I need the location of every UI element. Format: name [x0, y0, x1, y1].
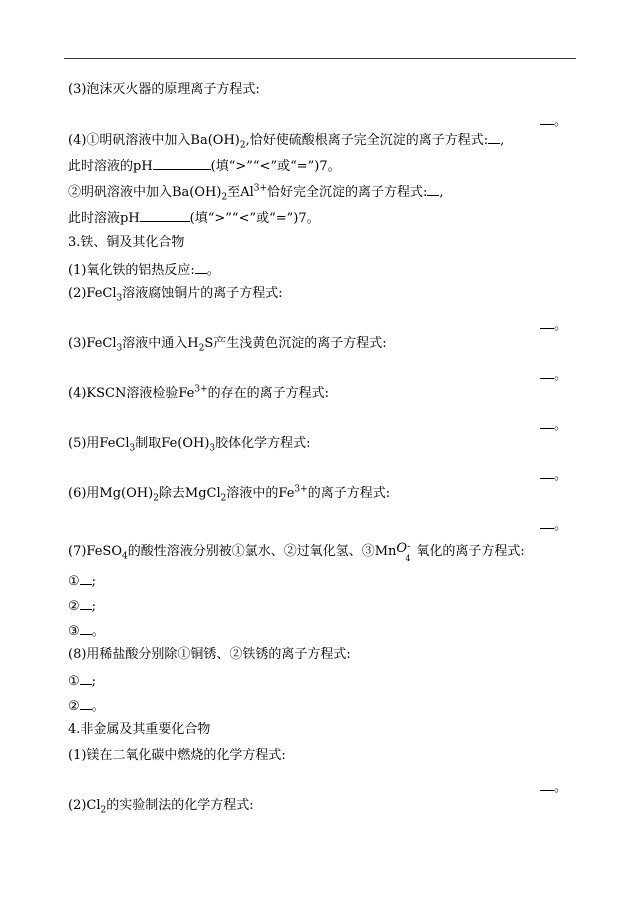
- q3-6-mgoh2: (6)用$Mg(OH)_2$除去MgCl$_2$溶液中的$Fe^{3+}$的离子方程式:: [68, 484, 391, 504]
- q4-2-cl2-prep: $(2)Cl_2$的实验制法的化学方程式:: [68, 798, 254, 816]
- q3-1-thermite: (1)氧化铁的铝热反应: 。: [68, 263, 220, 278]
- answer-end: 。: [540, 466, 567, 484]
- answer-end: 。: [540, 416, 567, 434]
- q3-8-answer-1: ① ;: [68, 674, 97, 689]
- answer-end: 。: [540, 112, 567, 130]
- q3-5-feoh3-colloid: (5)用FeCl$_3$制取$Fe(OH)_3$胶体化学方程式:: [68, 436, 311, 454]
- section-3-heading: 3.铁、铜及其化合物: [68, 235, 185, 250]
- q4-2-ph: 此时溶液pH (填“>”“<”或“=”)7。: [68, 211, 320, 226]
- answer-end: 。: [540, 516, 567, 534]
- q3-8-hcl: (8)用稀盐酸分别除①铜锈、②铁锈的离子方程式:: [68, 647, 351, 662]
- q3-8-answer-2: ② 。: [68, 699, 105, 714]
- answer-end: 。: [540, 366, 567, 384]
- q4-2-alum-baoh2: ②明矾溶液中加入$Ba(OH)_2$至$Al^{3+}$恰好完全沉淀的离子方程式: ,: [68, 183, 444, 203]
- q3-7-answer-3: ③ 。: [68, 624, 105, 639]
- q4-1-mg-co2: (1)镁在二氧化碳中燃烧的化学方程式:: [68, 748, 286, 763]
- answer-end: 。: [540, 316, 567, 334]
- q3-7-answer-1: ① ;: [68, 574, 97, 589]
- q3-7-feso4: (7)FeSO$_4$的酸性溶液分别被①氯水、②过氧化氢、③Mn O - 4 氧化的离子方程式:: [68, 540, 525, 563]
- q3-3-fecl3-h2s: (3)FeCl$_3$溶液中通入$H_2S$产生浅黄色沉淀的离子方程式:: [68, 336, 387, 354]
- answer-end: 。: [540, 778, 567, 796]
- q4-1-ph: 此时溶液的pH (填“>”“<”或“=”)7。: [68, 159, 341, 174]
- q4-1-alum-baoh2: (4)①明矾溶液中加入$Ba(OH)_2$,恰好使硫酸根离子完全沉淀的离子方程式: ,: [68, 133, 505, 151]
- section-4-heading: 4.非金属及其重要化合物: [68, 722, 211, 737]
- q3-7-answer-2: ② ;: [68, 599, 97, 614]
- q3-2-fecl3-copper: (2)FeCl$_3$溶液腐蚀铜片的离子方程式:: [68, 286, 283, 304]
- q3-foam-extinguisher: (3)泡沫灭火器的原理离子方程式:: [68, 82, 260, 97]
- q3-4-kscn: (4)KSCN溶液检验$Fe^{3+}$的存在的离子方程式:: [68, 384, 330, 401]
- header-rule: [64, 58, 576, 59]
- permanganate-formula: O - 4: [396, 540, 411, 563]
